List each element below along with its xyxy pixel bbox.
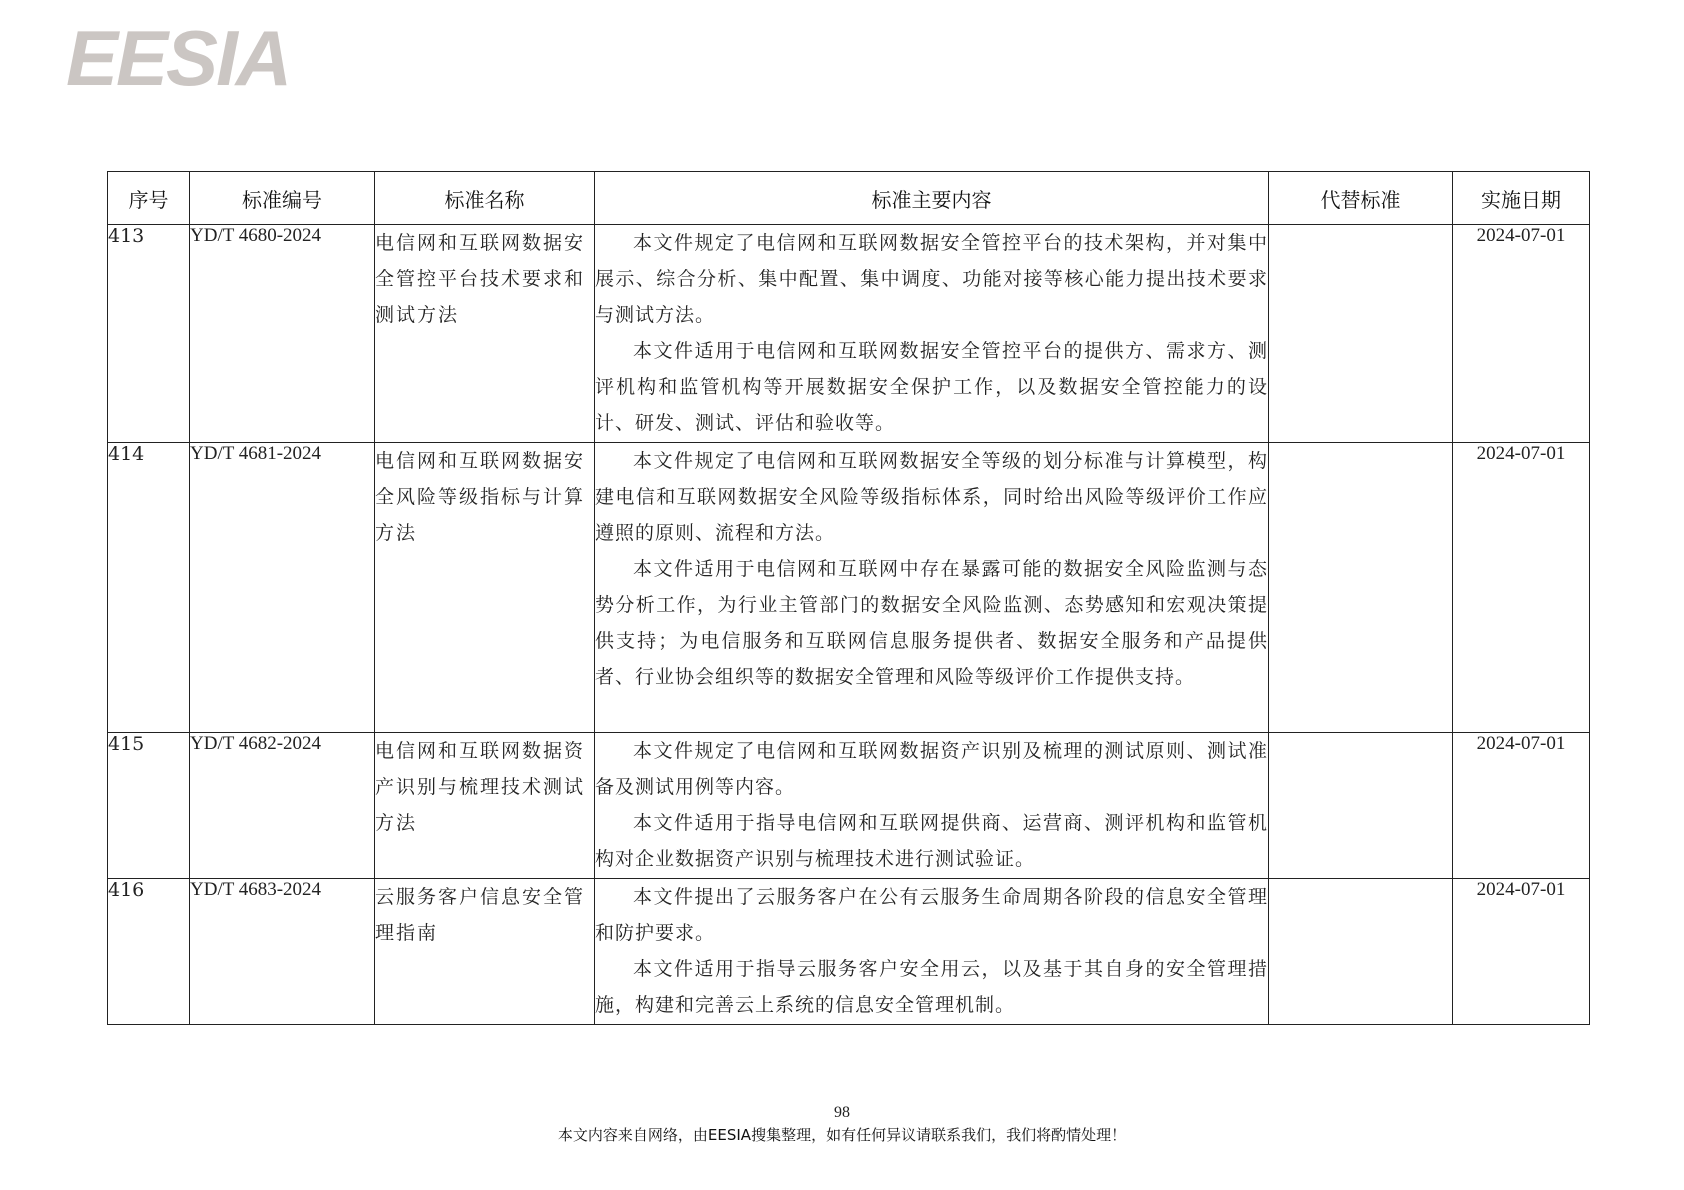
row-date: 2024-07-01 [1453, 733, 1590, 879]
row-replaces [1269, 443, 1453, 733]
row-date: 2024-07-01 [1453, 225, 1590, 443]
row-replaces [1269, 225, 1453, 443]
table-row [108, 443, 1590, 733]
content-paragraph: 本文件适用于指导云服务客户安全用云，以及基于其自身的安全管理措施，构建和完善云上系统的信息安全管理机制。 [595, 958, 1268, 1016]
header-num: 序号 [108, 172, 190, 225]
row-replaces [1269, 879, 1453, 1025]
row-date: 2024-07-01 [1453, 879, 1590, 1025]
content-paragraph: 本文件提出了云服务客户在公有云服务生命周期各阶段的信息安全管理和防护要求。 [595, 886, 1268, 944]
row-date: 2024-07-01 [1453, 443, 1590, 733]
table-header-row [108, 172, 1590, 225]
content-paragraph: 本文件规定了电信网和互联网数据资产识别及梳理的测试原则、测试准备及测试用例等内容。 [595, 740, 1268, 798]
row-content [595, 879, 1269, 1025]
row-content [595, 733, 1269, 879]
row-num: 416 [108, 879, 190, 1025]
table-row [108, 225, 1590, 443]
table-row [108, 879, 1590, 1025]
page-number: 98 [834, 1104, 850, 1121]
header-replaces: 代替标准 [1269, 172, 1453, 225]
row-code: YD/T 4683-2024 [190, 879, 375, 1025]
content-paragraph: 本文件适用于电信网和互联网数据安全管控平台的提供方、需求方、测评机构和监管机构等开展数据安全保护工作，以及数据安全管控能力的设计、研发、测试、评估和验收等。 [595, 340, 1268, 434]
content-paragraph: 本文件适用于电信网和互联网中存在暴露可能的数据安全风险监测与态势分析工作，为行业主管部门的数据安全风险监测、态势感知和宏观决策提供支持；为电信服务和互联网信息服务提供者、数据安全服务和产品提供者、行业协会组织等的数据安全管理和风险等级评价工作提供支持。 [595, 558, 1268, 688]
row-code: YD/T 4681-2024 [190, 443, 375, 733]
header-name: 标准名称 [375, 172, 595, 225]
row-replaces [1269, 733, 1453, 879]
row-num: 415 [108, 733, 190, 879]
row-name: 电信网和互联网数据安全管控平台技术要求和测试方法 [375, 225, 595, 443]
row-name: 云服务客户信息安全管理指南 [375, 879, 595, 1025]
row-code: YD/T 4680-2024 [190, 225, 375, 443]
row-name: 电信网和互联网数据安全风险等级指标与计算方法 [375, 443, 595, 733]
standards-table [107, 171, 1590, 1025]
table-row [108, 733, 1590, 879]
row-content [595, 225, 1269, 443]
row-code: YD/T 4682-2024 [190, 733, 375, 879]
row-num: 413 [108, 225, 190, 443]
row-num: 414 [108, 443, 190, 733]
header-content: 标准主要内容 [595, 172, 1269, 225]
header-date: 实施日期 [1453, 172, 1590, 225]
row-content [595, 443, 1269, 733]
footer-note: 本文内容来自网络，由EESIA搜集整理，如有任何异议请联系我们，我们将酌情处理！ [557, 1126, 1127, 1144]
eesia-logo [66, 14, 296, 102]
header-code: 标准编号 [190, 172, 375, 225]
content-paragraph: 本文件规定了电信网和互联网数据安全管控平台的技术架构，并对集中展示、综合分析、集中配置、集中调度、功能对接等核心能力提出技术要求与测试方法。 [595, 232, 1268, 326]
content-paragraph: 本文件规定了电信网和互联网数据安全等级的划分标准与计算模型，构建电信和互联网数据安全风险等级指标体系，同时给出风险等级评价工作应遵照的原则、流程和方法。 [595, 450, 1268, 544]
logo-text: EESIA [66, 14, 291, 102]
row-name: 电信网和互联网数据资产识别与梳理技术测试方法 [375, 733, 595, 879]
content-paragraph: 本文件适用于指导电信网和互联网提供商、运营商、测评机构和监管机构对企业数据资产识别与梳理技术进行测试验证。 [595, 812, 1268, 870]
